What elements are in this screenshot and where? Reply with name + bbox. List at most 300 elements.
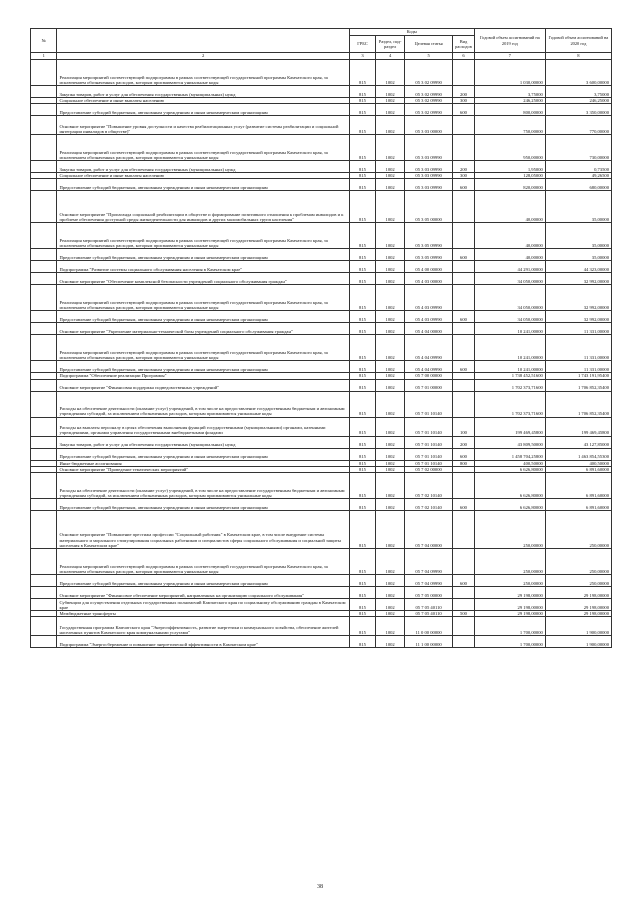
num-cell — [31, 617, 57, 636]
row-name: Закупка товаров, работ и услуг для обеспечения государственных (муниципальных) нужд — [57, 436, 349, 448]
column-index: 5 — [405, 53, 453, 60]
amount-2019: 1 700,00000 — [474, 617, 545, 636]
table-row — [31, 549, 612, 575]
column-index: 3 — [349, 53, 375, 60]
amount-2019: 820,00000 — [474, 179, 545, 191]
num-cell — [31, 273, 57, 285]
row-name: Подпрограмма "Обеспечение реализации Программы" — [57, 373, 349, 379]
target-article-code: 05 7 01 10140 — [405, 417, 453, 436]
amount-2019: 1 700,00000 — [474, 636, 545, 648]
target-article-code: 05 3 02 09990 — [405, 60, 453, 86]
expense-type-code — [453, 285, 475, 311]
table-row — [31, 617, 612, 636]
num-cell — [31, 511, 57, 549]
target-article-code: 05 3 02 09990 — [405, 104, 453, 116]
section-code: 1002 — [376, 466, 405, 472]
expense-type-code — [453, 391, 475, 417]
table-row — [31, 135, 612, 161]
amount-2019: 34 050,00000 — [474, 273, 545, 285]
header-vr: Вид расходов — [453, 36, 475, 53]
section-code: 1002 — [376, 379, 405, 391]
amount-2020: 11 331,00000 — [545, 323, 611, 335]
table-row — [31, 335, 612, 361]
table-row — [31, 499, 612, 511]
header-num: № — [31, 29, 57, 53]
table-row — [31, 191, 612, 223]
table-row — [31, 249, 612, 261]
target-article-code: 05 7 00 00000 — [405, 373, 453, 379]
row-name: Межбюджетные трансферты — [57, 611, 349, 617]
row-name: Реализация мероприятий соответствующей подпрограммы в рамках соответствующей государственной программы Камчатского края, за исключением обозначенных расходов, которым присваиваются уникальные коды — [57, 549, 349, 575]
expense-type-code: 200 — [453, 86, 475, 98]
amount-2020: 32 992,00000 — [545, 311, 611, 323]
amount-2019: 1 702 373,71600 — [474, 391, 545, 417]
amount-2019: 3,75000 — [474, 86, 545, 98]
num-cell — [31, 86, 57, 98]
target-article-code: 05 3 03 09990 — [405, 135, 453, 161]
grbs-code: 815 — [349, 617, 375, 636]
expense-type-code — [453, 587, 475, 599]
table-header — [31, 29, 612, 60]
grbs-code: 815 — [349, 549, 375, 575]
header-amount-2019: Годовой объем ассигнований на 2019 год — [474, 29, 545, 53]
grbs-code: 815 — [349, 391, 375, 417]
amount-2020: 250,00000 — [545, 549, 611, 575]
amount-2019: 40,00000 — [474, 249, 545, 261]
target-article-code: 05 3 05 09990 — [405, 223, 453, 249]
row-name: Основное мероприятие "Укрепление материально-технической базы учреждений социального обслуживания граждан" — [57, 323, 349, 335]
table-row — [31, 116, 612, 135]
num-cell — [31, 499, 57, 511]
row-name: Иные бюджетные ассигнования — [57, 460, 349, 466]
amount-2020: 3 350,00000 — [545, 104, 611, 116]
amount-2019: 29 198,00000 — [474, 599, 545, 611]
num-cell — [31, 549, 57, 575]
grbs-code: 815 — [349, 379, 375, 391]
num-cell — [31, 391, 57, 417]
table-row — [31, 417, 612, 436]
section-code: 1002 — [376, 116, 405, 135]
expense-type-code — [453, 116, 475, 135]
amount-2019: 10 241,00000 — [474, 323, 545, 335]
row-name: Предоставление субсидий бюджетным, автономным учреждениям и иным некоммерческим организациям — [57, 104, 349, 116]
section-code: 1002 — [376, 60, 405, 86]
num-cell — [31, 587, 57, 599]
grbs-code: 815 — [349, 473, 375, 499]
grbs-code: 815 — [349, 98, 375, 104]
section-code: 1002 — [376, 549, 405, 575]
section-code: 1002 — [376, 448, 405, 460]
header-name — [57, 29, 349, 53]
table-row — [31, 379, 612, 391]
target-article-code: 05 7 05 40110 — [405, 611, 453, 617]
grbs-code: 815 — [349, 223, 375, 249]
grbs-code: 815 — [349, 261, 375, 273]
amount-2019: 1,95000 — [474, 161, 545, 173]
expense-type-code: 600 — [453, 361, 475, 373]
section-code: 1002 — [376, 611, 405, 617]
num-cell — [31, 361, 57, 373]
row-name: Реализация мероприятий соответствующей подпрограммы в рамках соответствующей государственной программы Камчатского края, за исключением обозначенных расходов, которым присваиваются уникальные коды — [57, 60, 349, 86]
expense-type-code: 300 — [453, 98, 475, 104]
num-cell — [31, 191, 57, 223]
row-name: Субвенции для осуществления отдельных государственных полномочий Камчатского края по социальному обслуживанию граждан в Камчатском крае — [57, 599, 349, 611]
target-article-code: 11 0 00 00000 — [405, 617, 453, 636]
target-article-code: 05 4 03 09990 — [405, 311, 453, 323]
grbs-code: 815 — [349, 249, 375, 261]
target-article-code: 05 3 02 09990 — [405, 98, 453, 104]
grbs-code: 815 — [349, 285, 375, 311]
grbs-code: 815 — [349, 436, 375, 448]
amount-2020: 1 463 854,55300 — [545, 448, 611, 460]
grbs-code: 815 — [349, 60, 375, 86]
amount-2020: 29 198,00000 — [545, 587, 611, 599]
target-article-code: 05 7 01 10140 — [405, 436, 453, 448]
grbs-code: 815 — [349, 417, 375, 436]
row-name: Расходы на обеспечение деятельности (оказание услуг) учреждений, в том числе на предоставление государственным бюджетным и автономным учреждениям субсидий, за исключением обозначенных расходов, которым присваиваются уникальные коды — [57, 473, 349, 499]
num-cell — [31, 575, 57, 587]
section-code: 1002 — [376, 135, 405, 161]
target-article-code: 05 3 02 09990 — [405, 86, 453, 98]
row-name: Социальное обеспечение и иные выплаты населению — [57, 98, 349, 104]
row-name: Основное мероприятие "Финансовая поддержка подведомственных учреждений" — [57, 379, 349, 391]
amount-2020: 29 198,00000 — [545, 611, 611, 617]
num-cell — [31, 285, 57, 311]
table-row — [31, 511, 612, 549]
target-article-code: 05 3 03 09990 — [405, 173, 453, 179]
amount-2020: 35,00000 — [545, 191, 611, 223]
section-code: 1002 — [376, 335, 405, 361]
amount-2019: 750,00000 — [474, 116, 545, 135]
header-codes: Коды — [349, 29, 474, 36]
grbs-code: 815 — [349, 104, 375, 116]
target-article-code: 05 4 04 09990 — [405, 361, 453, 373]
amount-2019: 250,00000 — [474, 549, 545, 575]
amount-2020: 43 127,85000 — [545, 436, 611, 448]
target-article-code: 05 4 04 09990 — [405, 335, 453, 361]
table-row — [31, 361, 612, 373]
amount-2020: 1 900,00000 — [545, 636, 611, 648]
row-name: Расходы на выплаты персоналу в целях обеспечения выполнения функций государственными (муниципальными) органами, казенными учреждениями, органами управления государственными внебюджетными фондами — [57, 417, 349, 436]
section-code: 1002 — [376, 161, 405, 173]
row-name: Закупка товаров, работ и услуг для обеспечения государственных (муниципальных) нужд — [57, 86, 349, 98]
row-name: Социальное обеспечение и иные выплаты населению — [57, 173, 349, 179]
header-amount-2020: Годовой объем ассигнований на 2020 год — [545, 29, 611, 53]
section-code: 1002 — [376, 617, 405, 636]
amount-2020: 1 706 852,35400 — [545, 391, 611, 417]
amount-2020: 250,00000 — [545, 575, 611, 587]
amount-2020: 32 992,00000 — [545, 285, 611, 311]
grbs-code: 815 — [349, 373, 375, 379]
expense-type-code — [453, 636, 475, 648]
section-code: 1002 — [376, 249, 405, 261]
amount-2020: 400,50000 — [545, 460, 611, 466]
amount-2020: 35,00000 — [545, 223, 611, 249]
section-code: 1002 — [376, 473, 405, 499]
amount-2019: 10 241,00000 — [474, 361, 545, 373]
column-index: 2 — [57, 53, 349, 60]
amount-2020: 0,73500 — [545, 161, 611, 173]
amount-2019: 29 198,00000 — [474, 611, 545, 617]
amount-2019: 29 198,00000 — [474, 587, 545, 599]
amount-2020: 49,26500 — [545, 173, 611, 179]
target-article-code: 05 3 03 09990 — [405, 161, 453, 173]
amount-2019: 250,00000 — [474, 575, 545, 587]
section-code: 1002 — [376, 575, 405, 587]
section-code: 1002 — [376, 223, 405, 249]
grbs-code: 815 — [349, 511, 375, 549]
table-row — [31, 311, 612, 323]
row-name: Основное мероприятие "Финансовое обеспечение мероприятий, направленных на организацию социального обслуживания" — [57, 587, 349, 599]
row-name: Предоставление субсидий бюджетным, автономным учреждениям и иным некоммерческим организациям — [57, 249, 349, 261]
grbs-code: 815 — [349, 636, 375, 648]
expense-type-code: 800 — [453, 460, 475, 466]
grbs-code: 815 — [349, 611, 375, 617]
target-article-code: 05 7 01 10140 — [405, 460, 453, 466]
expense-type-code — [453, 599, 475, 611]
target-article-code: 05 7 01 10140 — [405, 391, 453, 417]
amount-2019: 6 626,80000 — [474, 466, 545, 472]
num-cell — [31, 261, 57, 273]
table-row — [31, 285, 612, 311]
section-code: 1002 — [376, 86, 405, 98]
row-name: Реализация мероприятий соответствующей подпрограммы в рамках соответствующей государственной программы Камчатского края, за исключением обозначенных расходов, которым присваиваются уникальные коды — [57, 223, 349, 249]
grbs-code: 815 — [349, 323, 375, 335]
section-code: 1002 — [376, 587, 405, 599]
grbs-code: 815 — [349, 173, 375, 179]
target-article-code: 05 7 04 09990 — [405, 575, 453, 587]
table-row — [31, 599, 612, 611]
num-cell — [31, 179, 57, 191]
num-cell — [31, 448, 57, 460]
section-code: 1002 — [376, 179, 405, 191]
expense-type-code: 600 — [453, 575, 475, 587]
amount-2019: 6 626,80000 — [474, 499, 545, 511]
amount-2019: 10 241,00000 — [474, 335, 545, 361]
amount-2019: 34 050,00000 — [474, 311, 545, 323]
section-code: 1002 — [376, 636, 405, 648]
section-code: 1002 — [376, 511, 405, 549]
amount-2020: 246,25000 — [545, 98, 611, 104]
page-number: 38 — [317, 884, 323, 890]
grbs-code: 815 — [349, 135, 375, 161]
document-page — [30, 28, 612, 648]
row-name: Подпрограмма "Развитие системы социального обслуживания населения в Камчатском крае" — [57, 261, 349, 273]
row-name: Предоставление субсидий бюджетным, автономным учреждениям и иным некоммерческим организациям — [57, 448, 349, 460]
row-name: Основное мероприятие "Пропаганда социальной реабилитации в обществе и формирование позитивного отношения к проблемам инвалидов и к проблеме обеспечения доступной среды жизнедеятельности для инвалидов и других маломобильных групп населения" — [57, 191, 349, 223]
amount-2020: 3,75000 — [545, 86, 611, 98]
amount-2020: 29 198,00000 — [545, 599, 611, 611]
section-code: 1002 — [376, 104, 405, 116]
section-code: 1002 — [376, 417, 405, 436]
grbs-code: 815 — [349, 86, 375, 98]
header-grbs: ГРБС — [349, 36, 375, 53]
expense-type-code — [453, 549, 475, 575]
target-article-code: 05 4 04 00000 — [405, 323, 453, 335]
target-article-code: 05 3 03 09990 — [405, 179, 453, 191]
expense-type-code — [453, 323, 475, 335]
table-row — [31, 473, 612, 499]
amount-2020: 1 706 852,35400 — [545, 379, 611, 391]
amount-2019: 40,00000 — [474, 223, 545, 249]
expense-type-code: 200 — [453, 161, 475, 173]
table-row — [31, 448, 612, 460]
budget-table — [30, 28, 612, 648]
expense-type-code: 600 — [453, 499, 475, 511]
grbs-code: 815 — [349, 448, 375, 460]
grbs-code: 815 — [349, 179, 375, 191]
expense-type-code — [453, 135, 475, 161]
section-code: 1002 — [376, 191, 405, 223]
amount-2019: 6 626,80000 — [474, 473, 545, 499]
amount-2019: 400,50000 — [474, 460, 545, 466]
section-code: 1002 — [376, 361, 405, 373]
grbs-code: 815 — [349, 460, 375, 466]
expense-type-code — [453, 60, 475, 86]
section-code: 1002 — [376, 460, 405, 466]
amount-2019: 40,00000 — [474, 191, 545, 223]
target-article-code: 05 7 04 00000 — [405, 511, 453, 549]
row-name: Основное мероприятие "Обеспечение комплексной безопасности учреждений социального обслуживания граждан" — [57, 273, 349, 285]
num-cell — [31, 335, 57, 361]
table-row — [31, 261, 612, 273]
table-row — [31, 323, 612, 335]
expense-type-code — [453, 379, 475, 391]
row-name: Реализация мероприятий соответствующей подпрограммы в рамках соответствующей государственной программы Камчатского края, за исключением обозначенных расходов, которым присваиваются уникальные коды — [57, 135, 349, 161]
target-article-code: 11 1 00 00000 — [405, 636, 453, 648]
amount-2019: 246,25000 — [474, 98, 545, 104]
row-name: Предоставление субсидий бюджетным, автономным учреждениям и иным некоммерческим организациям — [57, 499, 349, 511]
amount-2019: 950,00000 — [474, 135, 545, 161]
amount-2020: 250,00000 — [545, 511, 611, 549]
target-article-code: 05 7 04 09990 — [405, 549, 453, 575]
amount-2020: 1 900,00000 — [545, 617, 611, 636]
target-article-code: 05 7 02 10140 — [405, 499, 453, 511]
expense-type-code — [453, 273, 475, 285]
num-cell — [31, 379, 57, 391]
num-cell — [31, 161, 57, 173]
target-article-code: 05 3 05 09990 — [405, 249, 453, 261]
amount-2019: 250,00000 — [474, 511, 545, 549]
amount-2019: 1 030,00000 — [474, 60, 545, 86]
target-article-code: 05 3 05 00000 — [405, 191, 453, 223]
section-code: 1002 — [376, 499, 405, 511]
target-article-code: 05 7 02 00000 — [405, 466, 453, 472]
row-name: Основное мероприятие "Повышение уровня доступности и качества реабилитационных услуг (развитие системы реабилитации и социальной интеграции инвалидов в обществе)" — [57, 116, 349, 135]
table-row — [31, 587, 612, 599]
num-cell — [31, 436, 57, 448]
amount-2020: 6 891,60000 — [545, 473, 611, 499]
section-code: 1002 — [376, 261, 405, 273]
row-name: Основное мероприятие "Повышение престижа профессии "Социальный работник" в Камчатском крае, в том числе внедрение системы материального и морального стимулирования социальных работников и специалистов сферы социального обслуживания и социальной защиты населения в Камчатском крае" — [57, 511, 349, 549]
grbs-code: 815 — [349, 191, 375, 223]
num-cell — [31, 417, 57, 436]
column-index: 4 — [376, 53, 405, 60]
expense-type-code — [453, 511, 475, 549]
table-row — [31, 104, 612, 116]
row-name: Предоставление субсидий бюджетным, автономным учреждениям и иным некоммерческим организациям — [57, 361, 349, 373]
section-code: 1002 — [376, 273, 405, 285]
amount-2020: 1 743 191,95400 — [545, 373, 611, 379]
expense-type-code — [453, 261, 475, 273]
grbs-code: 815 — [349, 599, 375, 611]
table-row — [31, 223, 612, 249]
header-section: Раздел, под-раздел — [376, 36, 405, 53]
grbs-code: 815 — [349, 466, 375, 472]
expense-type-code: 600 — [453, 249, 475, 261]
amount-2020: 11 331,00000 — [545, 361, 611, 373]
expense-type-code — [453, 223, 475, 249]
grbs-code: 815 — [349, 499, 375, 511]
expense-type-code: 500 — [453, 611, 475, 617]
table-row — [31, 86, 612, 98]
section-code: 1002 — [376, 391, 405, 417]
table-body — [31, 60, 612, 648]
target-article-code: 05 4 00 00000 — [405, 261, 453, 273]
amount-2020: 11 331,00000 — [545, 335, 611, 361]
num-cell — [31, 223, 57, 249]
target-article-code: 05 7 01 10140 — [405, 448, 453, 460]
table-row — [31, 161, 612, 173]
expense-type-code: 100 — [453, 417, 475, 436]
table-row — [31, 575, 612, 587]
target-article-code: 05 4 03 09990 — [405, 285, 453, 311]
section-code: 1002 — [376, 173, 405, 179]
target-article-code: 05 4 03 00000 — [405, 273, 453, 285]
column-index-row — [31, 53, 612, 60]
row-name: Реализация мероприятий соответствующей подпрограммы в рамках соответствующей государственной программы Камчатского края, за исключением обозначенных расходов, которым присваиваются уникальные коды — [57, 285, 349, 311]
section-code: 1002 — [376, 373, 405, 379]
num-cell — [31, 116, 57, 135]
amount-2020: 32 992,00000 — [545, 273, 611, 285]
expense-type-code: 600 — [453, 311, 475, 323]
grbs-code: 815 — [349, 335, 375, 361]
expense-type-code — [453, 335, 475, 361]
num-cell — [31, 60, 57, 86]
amount-2020: 680,00000 — [545, 179, 611, 191]
amount-2020: 3 600,00000 — [545, 60, 611, 86]
table-row — [31, 436, 612, 448]
target-article-code: 05 3 03 00000 — [405, 116, 453, 135]
amount-2019: 199 469,45800 — [474, 417, 545, 436]
expense-type-code — [453, 617, 475, 636]
section-code: 1002 — [376, 311, 405, 323]
target-article-code: 05 7 05 00000 — [405, 587, 453, 599]
target-article-code: 05 7 05 40110 — [405, 599, 453, 611]
column-index: 6 — [453, 53, 475, 60]
target-article-code: 05 7 02 10140 — [405, 473, 453, 499]
amount-2020: 35,00000 — [545, 249, 611, 261]
table-row — [31, 179, 612, 191]
num-cell — [31, 636, 57, 648]
column-index: 1 — [31, 53, 57, 60]
expense-type-code — [453, 473, 475, 499]
table-row — [31, 60, 612, 86]
row-name: Закупка товаров, работ и услуг для обеспечения государственных (муниципальных) нужд — [57, 161, 349, 173]
amount-2020: 199 469,45800 — [545, 417, 611, 436]
grbs-code: 815 — [349, 161, 375, 173]
expense-type-code: 300 — [453, 173, 475, 179]
row-name: Предоставление субсидий бюджетным, автономным учреждениям и иным некоммерческим организациям — [57, 311, 349, 323]
table-row — [31, 273, 612, 285]
num-cell — [31, 104, 57, 116]
grbs-code: 815 — [349, 575, 375, 587]
amount-2020: 6 891,60000 — [545, 466, 611, 472]
num-cell — [31, 135, 57, 161]
amount-2020: 730,00000 — [545, 135, 611, 161]
grbs-code: 815 — [349, 116, 375, 135]
amount-2019: 1 738 452,51600 — [474, 373, 545, 379]
